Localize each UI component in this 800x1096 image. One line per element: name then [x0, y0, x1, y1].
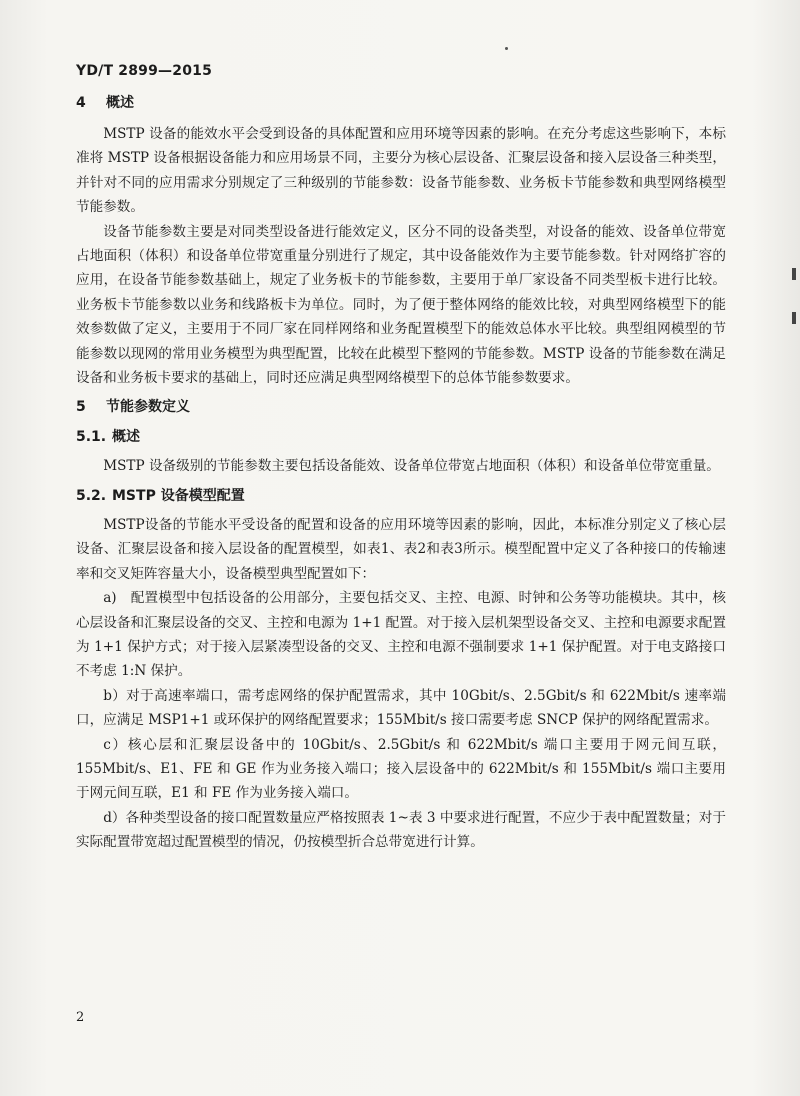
page-number: 2	[76, 1010, 85, 1025]
section-title: MSTP 设备模型配置	[112, 487, 245, 504]
paragraph: MSTP 设备级别的节能参数主要包括设备能效、设备单位带宽占地面积（体积）和设备单位带宽重量。	[103, 458, 720, 475]
section-title: 节能参数定义	[106, 399, 190, 416]
section-number: 4	[76, 95, 86, 111]
paragraph: MSTP设备的节能水平受设备的配置和设备的应用环境等因素的影响，因此，本标准分别定义了核心层设备、汇聚层设备和接入层设备的配置模型，如表1、表2和表3所示。模型配置中定义了各种接口的传输速率和交叉矩阵容量大小，设备模型典型配置如下：	[76, 516, 726, 582]
document-body	[76, 92, 726, 855]
paragraph: 设备节能参数主要是对同类型设备进行能效定义，区分不同的设备类型，对设备的能效、设备单位带宽占地面积（体积）和设备单位带宽重量分别进行了规定，其中设备能效作为主要节能参数。针对网络扩容的应用，在设备节能参数基础上，规定了业务板卡的节能参数，主要用于单厂家设备不同类型板卡进行比较。业务板卡节能参数以业务和线路板卡为单位。同时，为了便于整体网络的能效比较，对典型网络模型下的能效参数做了定义，主要用于不同厂家在同样网络和业务配置模型下的能效总体水平比较。典型组网模型的节能参数以现网的常用业务模型为典型配置，比较在此模型下整网的节能参数。MSTP 设备的节能参数在满足设备和业务板卡要求的基础上，同时还应满足典型网络模型下的总体节能参数要求。	[76, 223, 726, 387]
section-number: 5.2.	[76, 487, 107, 504]
section-5-heading	[76, 396, 726, 418]
section-number: 5.1.	[76, 429, 107, 446]
section-number: 5	[76, 399, 86, 416]
scan-speck	[505, 47, 508, 50]
section-5-2-heading	[76, 485, 726, 507]
list-item-c: c）核心层和汇聚层设备中的 10Gbit/s、2.5Gbit/s 和 622Mbit/s 端口主要用于网元间互联，155Mbit/s、E1、FE 和 GE 作为业务接入端口；接入层设备中的 622Mbit/s 和 155Mbit/s 端口主要用于网元间互联，E1 和 FE 作为业务接入端口。	[76, 736, 726, 802]
scan-edge-mark	[792, 312, 796, 324]
list-item-b: b）对于高速率端口，需考虑网络的保护配置需求，其中 10Gbit/s、2.5Gbit/s 和 622Mbit/s 速率端口，应满足 MSP1+1 或环保护的网络配置要求；155Mbit/s 接口需要考虑 SNCP 保护的网络配置需求。	[76, 687, 726, 729]
list-item-a: a) 配置模型中包括设备的公用部分，主要包括交叉、主控、电源、时钟和公务等功能模块。其中，核心层设备和汇聚层设备的交叉、主控和电源为 1+1 配置。对于接入层机架型设备交叉、主控和电源要求配置为 1+1 保护方式；对于接入层紧凑型设备的交叉、主控和电源不强制要求 1+1 保护配置。对于电支路接口不考虑 1:N 保护。	[76, 590, 726, 680]
section-5-1-heading	[76, 426, 726, 448]
paragraph: MSTP 设备的能效水平会受到设备的具体配置和应用环境等因素的影响。在充分考虑这些影响下，本标准将 MSTP 设备根据设备能力和应用场景不同，主要分为核心层设备、汇聚层设备和接入层设备三种类型，并针对不同的应用需求分别规定了三种级别的节能参数：设备节能参数、业务板卡节能参数和典型网络模型节能参数。	[76, 126, 726, 216]
section-title: 概述	[106, 95, 134, 111]
scan-edge-mark	[792, 268, 796, 280]
doc-number: YD/T 2899—2015	[76, 63, 213, 79]
list-item-d: d）各种类型设备的接口配置数量应严格按照表 1~表 3 中要求进行配置，不应少于表中配置数量；对于实际配置带宽超过配置模型的情况，仍按模型折合总带宽进行计算。	[76, 809, 726, 851]
section-4-heading	[76, 92, 726, 114]
section-title: 概述	[112, 429, 140, 446]
